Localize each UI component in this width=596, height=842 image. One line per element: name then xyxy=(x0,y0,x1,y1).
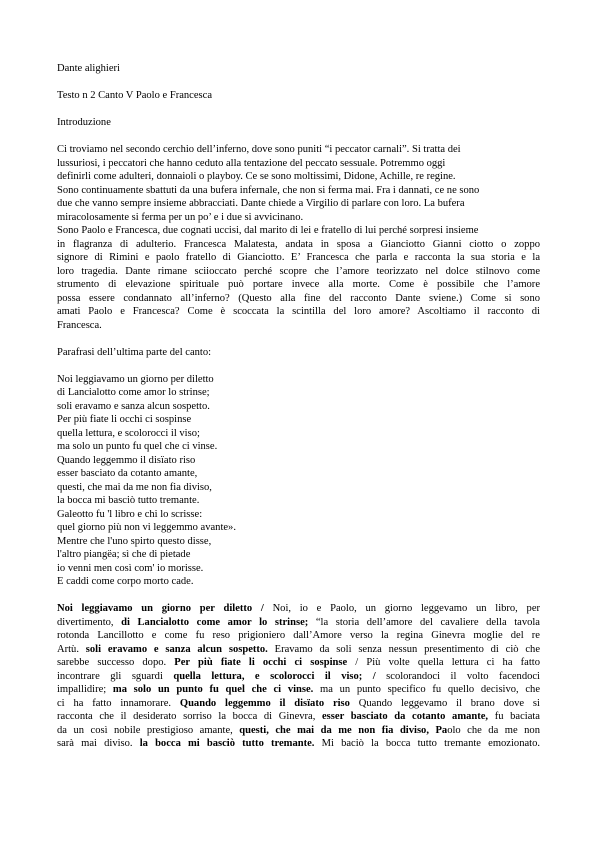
intro-line: signore di Rimini e paolo fratello di Gianciotto. E’ Francesca che parla e racconta la sua storia e la xyxy=(57,252,540,263)
commentary-text: Quando leggevamo il brano dove si xyxy=(349,697,540,709)
verse-quote: Noi leggiavamo un giorno per diletto / xyxy=(57,603,264,614)
commentary-text: olo che da me non xyxy=(447,724,540,736)
verse-line: Per più fiate li occhi ci sospinse xyxy=(57,414,192,425)
verse-line: E caddi come corpo morto cade. xyxy=(57,576,194,587)
intro-paragraph-1 xyxy=(57,143,540,224)
verse-line: Mentre che l'uno spirto questo disse, xyxy=(57,535,212,547)
commentary-line xyxy=(57,683,540,697)
verse-line: Quando leggemmo il disïato riso xyxy=(57,454,196,466)
commentary-text: “la storia dell’amore del cavaliere della tavola xyxy=(308,616,540,628)
commentary-text: ma un punto specifico fu quello decisivo, che xyxy=(313,684,540,695)
commentary-text: sarebbe successo dopo. xyxy=(57,657,175,668)
commentary-text: ci ha fatto innamorare. xyxy=(57,697,180,709)
commentary-text: Eravamo da soli senza nessun presentimento di ciò che xyxy=(267,643,541,655)
commentary-line xyxy=(57,602,540,616)
verse-line: di Lancialotto come amor lo strinse; xyxy=(57,387,210,398)
intro-line: Sono Paolo e Francesca, due cognati uccisi, dal marito di lei e fratello di lui perché sorpresi insieme xyxy=(57,225,479,236)
commentary-text: fu baciata xyxy=(488,711,540,722)
intro-line: due che vanno sempre insieme abbracciati. Dante chiede a Virgilio di parlare con loro. La bufera xyxy=(57,198,465,209)
spacer xyxy=(57,76,540,90)
verse-line: Noi leggiavamo un giorno per diletto xyxy=(57,373,214,385)
commentary-line xyxy=(57,670,540,684)
intro-paragraph-2 xyxy=(57,224,540,332)
intro-line: loro tragedia. Dante rimane sciioccato perché scopre che l’amore teorizzato nel dolce stilnovo come xyxy=(57,265,540,277)
verse-line: l'altro piangëa; sì che di pietade xyxy=(57,549,191,560)
poem-verses xyxy=(57,373,540,589)
verse-line: Galeotto fu 'l libro e chi lo scrisse: xyxy=(57,508,203,520)
verse-quote: Per più fiate li occhi ci sospinse xyxy=(174,657,348,668)
document-page xyxy=(57,62,540,751)
verse-quote: di Lancialotto come amor lo strinse; xyxy=(121,616,309,628)
commentary-line: rotonda Lancillotto e come fu reso prigioniero dall’Amore verso la regina Ginevra moglie del re xyxy=(57,630,540,641)
spacer xyxy=(57,332,540,346)
intro-line: Ci troviamo nel secondo cerchio dell’inferno, dove sono puniti “i peccator carnali”. Si tratta dei xyxy=(57,144,461,155)
commentary-text: da un così nobile prestigioso amante, xyxy=(57,724,240,736)
commentary-text: scolorandoci il volto facendoci xyxy=(375,670,540,682)
intro-line: miracolosamente si ferma per un po’ e i due si avvicinano. xyxy=(57,211,304,223)
commentary-line xyxy=(57,616,540,630)
text-title: Testo n 2 Canto V Paolo e Francesca xyxy=(57,90,212,101)
intro-line: in flagranza di adulterio. Francesca Malatesta, andata in sposa a Gianciotto Gianni ciotto o zoppo xyxy=(57,238,540,250)
commentary-text: / Più volte quella lettura ci ha fatto xyxy=(347,657,540,668)
verse-line: ma solo un punto fu quel che ci vinse. xyxy=(57,441,218,452)
verse-quote: soli eravamo e sanza alcun sospetto. xyxy=(85,643,268,655)
intro-heading: Introduzione xyxy=(57,117,111,128)
verse-line: soli eravamo e sanza alcun sospetto. xyxy=(57,400,210,412)
intro-line: definirli come adulteri, donnaioli o playboy. Ce se sono moltissimi, Didone, Achille, re regine. xyxy=(57,171,456,182)
commentary-line xyxy=(57,724,540,738)
commentary-text: Artù. xyxy=(57,643,86,655)
intro-line: strumento di elevazione spirituale può portare invece alla morte. Come è possibile che l’amore xyxy=(57,279,540,290)
verse-quote: esser basciato da cotanto amante, xyxy=(322,711,489,722)
verse-line: quella lettura, e scolorocci il viso; xyxy=(57,427,200,439)
commentary-line xyxy=(57,697,540,711)
commentary-text: Noi, io e Paolo, un giorno leggevamo un libro, per xyxy=(263,603,541,614)
spacer xyxy=(57,103,540,117)
commentary-line xyxy=(57,643,540,657)
verse-line: la bocca mi basciò tutto tremante. xyxy=(57,495,200,506)
spacer xyxy=(57,359,540,373)
verse-line: quel giorno più non vi leggemmo avante». xyxy=(57,522,236,533)
intro-line: possa essere condannato all’inferno? (Questo alla fine del racconto Dante sviene.) Come si sono xyxy=(57,292,540,304)
commentary-line xyxy=(57,710,540,724)
commentary-line xyxy=(57,656,540,670)
verse-quote: Quando leggemmo il disïato riso xyxy=(179,697,350,709)
commentary-text: divertimento, xyxy=(57,616,122,628)
commentary-text: racconta che il desiderato sorriso la bocca di Ginevra, xyxy=(57,711,322,722)
verse-quote: quella lettura, e scolorocci il viso; / xyxy=(173,670,376,682)
intro-line: Sono continuamente sbattuti da una bufera infernale, che non si ferma mai. Fra i dannati, ce ne sono xyxy=(57,184,480,196)
spacer xyxy=(57,589,540,603)
verse-quote: ma solo un punto fu quel che ci vinse. xyxy=(112,684,314,695)
commentary-text: Mi baciò la bocca tutto tremante emozionato. xyxy=(314,738,540,749)
commentary-text: incontrare gli sguardi xyxy=(57,670,174,682)
verse-line: questi, che mai da me non fia diviso, xyxy=(57,481,212,493)
commentary-line xyxy=(57,737,540,751)
verse-line: io venni men così com' io morisse. xyxy=(57,562,204,574)
spacer xyxy=(57,130,540,144)
verse-quote: la bocca mi basciò tutto tremante. xyxy=(139,738,315,749)
commentary-text: sarà mai diviso. xyxy=(57,738,140,749)
author-line: Dante alighieri xyxy=(57,63,120,74)
commentary-text: impallidire; xyxy=(57,684,113,695)
intro-line: amati Paolo e Francesca? Come è scoccata la scintilla del loro amore? Ascoltiamo il racconto di xyxy=(57,306,540,317)
commentary-paragraph xyxy=(57,602,540,751)
parafrasi-heading: Parafrasi dell’ultima parte del canto: xyxy=(57,346,212,358)
intro-line: lussuriosi, i peccatori che hanno ceduto alla tentazione del peccato sessuale. Potremmo oggi xyxy=(57,157,446,169)
verse-line: esser basciato da cotanto amante, xyxy=(57,468,198,479)
intro-line: Francesca. xyxy=(57,319,102,331)
verse-quote: questi, che mai da me non fia diviso, Pa xyxy=(239,724,448,736)
